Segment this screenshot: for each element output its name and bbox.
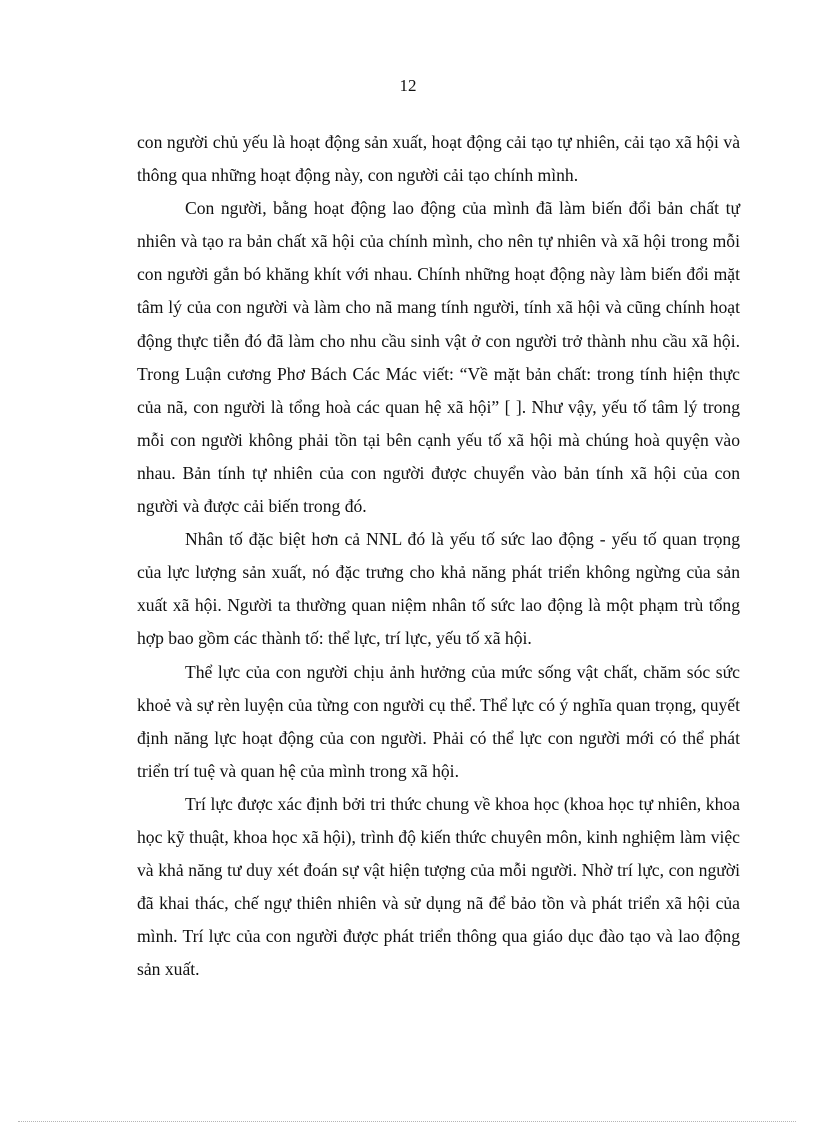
document-body — [137, 126, 740, 986]
page-number: 12 — [399, 76, 417, 95]
paragraph-human-nature: Con người, bằng hoạt động lao động của mình đã làm biến đổi bản chất tự nhiên và tạo ra bản chất xã hội của chính mình, cho nên tự nhiên và xã hội trong mỗi con người gắn bó khăng khít với nhau. Chính những hoạt động này làm biến đổi mặt tâm lý của con người và làm cho nã mang tính người, tính xã hội và cũng chính hoạt động thực tiễn đó đã làm cho nhu cầu sinh vật ở con người trở thành nhu cầu xã hội. Trong Luận cương Phơ Bách Các Mác viết: “Về mặt bản chất: trong tính hiện thực của nã, con người là tổng hoà các quan hệ xã hội” [ ]. Như vậy, yếu tố tâm lý trong mỗi con người không phải tồn tại bên cạnh yếu tố xã hội mà chúng hoà quyện vào nhau. Bản tính tự nhiên của con người được chuyển vào bản tính xã hội của con người và được cải biến trong đó. — [137, 198, 740, 517]
paragraph-labor-force: Nhân tố đặc biệt hơn cả NNL đó là yếu tố sức lao động - yếu tố quan trọng của lực lượng sản xuất, nó đặc trưng cho khả năng phát triển không ngừng của sản xuất xã hội. Người ta thường quan niệm nhân tố sức lao động là một phạm trù tổng hợp bao gồm các thành tố: thể lực, trí lực, yếu tố xã hội. — [137, 529, 740, 649]
page-bottom-divider — [18, 1121, 796, 1122]
paragraph-continuation: con người chủ yếu là hoạt động sản xuất, hoạt động cải tạo tự nhiên, cải tạo xã hội và thông qua những hoạt động này, con người cải tạo chính mình. — [137, 132, 740, 186]
paragraph-physical-strength: Thể lực của con người chịu ảnh hưởng của mức sống vật chất, chăm sóc sức khoẻ và sự rèn luyện của từng con người cụ thể. Thể lực có ý nghĩa quan trọng, quyết định năng lực hoạt động của con người. Phải có thể lực con người mới có thể phát triển trí tuệ và quan hệ của mình trong xã hội. — [137, 661, 740, 781]
paragraph-intellect: Trí lực được xác định bởi tri thức chung về khoa học (khoa học tự nhiên, khoa học kỹ thuật, khoa học xã hội), trình độ kiến thức chuyên môn, kinh nghiệm làm việc và khả năng tư duy xét đoán sự vật hiện tượng của mỗi người. Nhờ trí lực, con người đã khai thác, chế ngự thiên nhiên và sử dụng nã để bảo tồn và phát triển xã hội của mình. Trí lực của con người được phát triển thông qua giáo dục đào tạo và lao động sản xuất. — [137, 793, 740, 980]
